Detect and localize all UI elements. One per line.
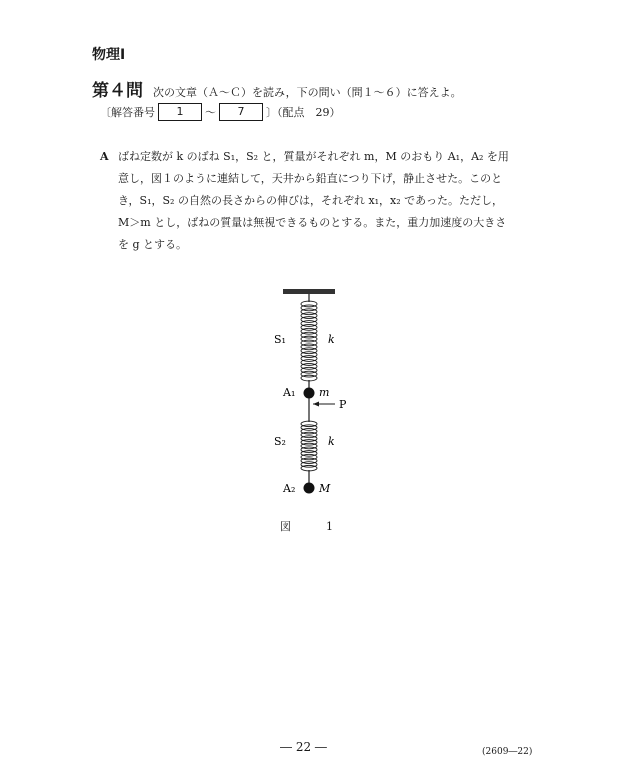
mass-a1 <box>304 388 315 399</box>
answer-prefix: 〔解答番号 <box>100 106 155 119</box>
passage-line: M＞m とし，ばねの質量は無視できるものとする。また，重力加速度の大きさ <box>118 216 507 229</box>
passage-a <box>100 146 530 256</box>
spring-coil <box>301 454 317 460</box>
spring-coil <box>301 428 317 434</box>
passage-line: き，S₁，S₂ の自然の長さからの伸びは，それぞれ x₁，x₂ であった。ただし， <box>118 194 504 207</box>
question-instruction: 次の文章（Ａ～Ｃ）を読み，下の問い（問１～６）に答えよ。 <box>153 86 462 99</box>
spring-coil <box>301 443 317 449</box>
question-header <box>92 76 462 101</box>
figure-caption: 図 1 <box>280 520 345 533</box>
answer-box-end: 7 <box>219 103 263 121</box>
page-number: ― 22 ― <box>280 740 327 754</box>
subject-title: 物理Ⅰ <box>92 47 126 63</box>
label-a1: A₁ <box>283 386 296 399</box>
label-k2: k <box>328 435 335 448</box>
mass-a2 <box>304 483 315 494</box>
ceiling <box>283 289 335 294</box>
passage-label: A <box>100 150 109 163</box>
spring-s2 <box>301 421 317 471</box>
question-number: 第４問 <box>92 81 143 101</box>
passage-line: を g とする。 <box>118 238 188 251</box>
answer-tilde: ～ <box>205 106 216 119</box>
spring-coil <box>301 432 317 438</box>
answer-box-start: 1 <box>158 103 202 121</box>
document-code: (2609―22) <box>482 747 533 757</box>
answer-number-range <box>100 103 341 121</box>
spring-coil <box>301 425 317 431</box>
label-p: P <box>339 398 347 411</box>
spring-coil <box>301 440 317 446</box>
spring-coil <box>301 436 317 442</box>
label-m: m <box>319 386 330 399</box>
label-s1: S₁ <box>274 333 286 346</box>
spring-coil <box>301 447 317 453</box>
label-k1: k <box>328 333 335 346</box>
spring-coil <box>301 462 317 468</box>
passage-line: 意し，図１のように連結して，天井から鉛直につり下げ，静止させた。このと <box>118 172 503 185</box>
p-arrow-head <box>313 402 319 407</box>
label-M: M <box>319 482 331 495</box>
spring-coil <box>301 451 317 457</box>
answer-suffix: 〕（配点 29） <box>266 106 341 119</box>
passage-line: A ばね定数が k のばね S₁，S₂ と，質量がそれぞれ m，M のおもり A₁，A₂ を用 <box>100 146 530 168</box>
spring-s1 <box>301 301 317 381</box>
spring-coil <box>301 458 317 464</box>
spring-figure <box>255 280 365 505</box>
label-s2: S₂ <box>274 435 286 448</box>
label-a2: A₂ <box>283 482 296 495</box>
